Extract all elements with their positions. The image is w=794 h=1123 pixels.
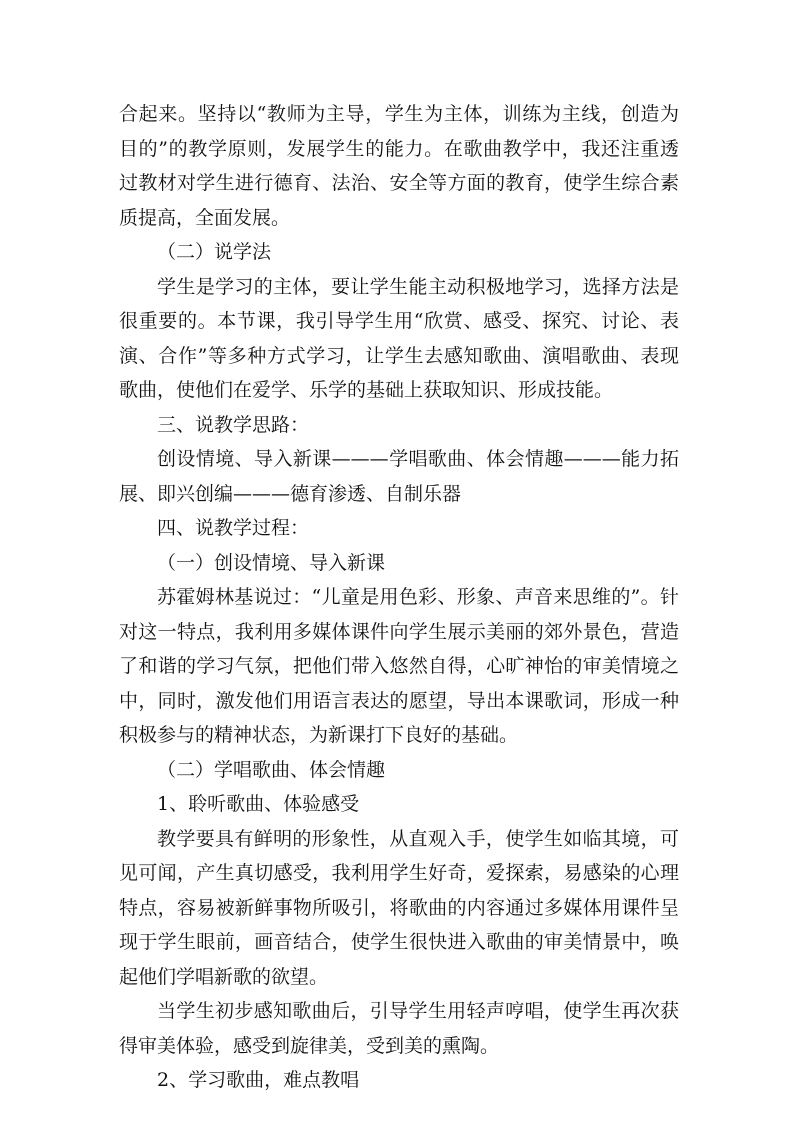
heading-teaching-approach: 三、说教学思路：	[157, 413, 310, 436]
heading-create-scene: （一）创设情境、导入新课	[157, 551, 386, 574]
paragraph-teaching-approach: 创设情境、导入新课———学唱歌曲、体会情趣———能力拓展、即兴创编———德育渗透、自制乐器	[119, 448, 679, 505]
heading-study-method: （二）说学法	[157, 241, 272, 263]
paragraph-study-method: 学生是学习的主体，要让学生能主动积极地学习，选择方法是很重要的。本节课，我引导学生用“欣赏、感受、探究、讨论、表演、合作”等多种方式学习，让学生去感知歌曲、演唱歌曲、表现歌曲，使他们在爱学、乐学的基础上获取知识、形成技能。	[119, 275, 679, 401]
document-body	[119, 97, 679, 1098]
paragraph-hum-song: 当学生初步感知歌曲后，引导学生用轻声哼唱，使学生再次获得审美体验，感受到旋律美，受到美的熏陶。	[119, 1000, 679, 1057]
paragraph-continuation: 合起来。坚持以“教师为主导，学生为主体，训练为主线，创造为目的”的教学原则，发展学生的能力。在歌曲教学中，我还注重透过教材对学生进行德育、法治、安全等方面的教育，使学生综合素质提高，全面发展。	[119, 103, 679, 229]
heading-learn-difficult-parts: 2、学习歌曲，难点教唱	[157, 1069, 360, 1091]
heading-listen-song: 1、聆听歌曲、体验感受	[157, 793, 360, 815]
paragraph-create-scene: 苏霍姆林基说过：“儿童是用色彩、形象、声音来思维的”。针对这一特点，我利用多媒体课件向学生展示美丽的郊外景色，营造了和谐的学习气氛，把他们带入悠然自得，心旷神怡的审美情境之中，同时，激发他们用语言表达的愿望，导出本课歌词，形成一种积极参与的精神状态，为新课打下良好的基础。	[119, 586, 679, 746]
heading-teaching-process: 四、说教学过程：	[157, 517, 310, 539]
heading-learn-song: （二）学唱歌曲、体会情趣	[157, 758, 386, 781]
paragraph-listen-song: 教学要具有鲜明的形象性，从直观入手，使学生如临其境，可见可闻，产生真切感受，我利用学生好奇，爱探索，易感染的心理特点，容易被新鲜事物所吸引，将歌曲的内容通过多媒体用课件呈现于学生眼前，画音结合，使学生很快进入歌曲的审美情景中，唤起他们学唱新歌的欲望。	[119, 827, 679, 988]
